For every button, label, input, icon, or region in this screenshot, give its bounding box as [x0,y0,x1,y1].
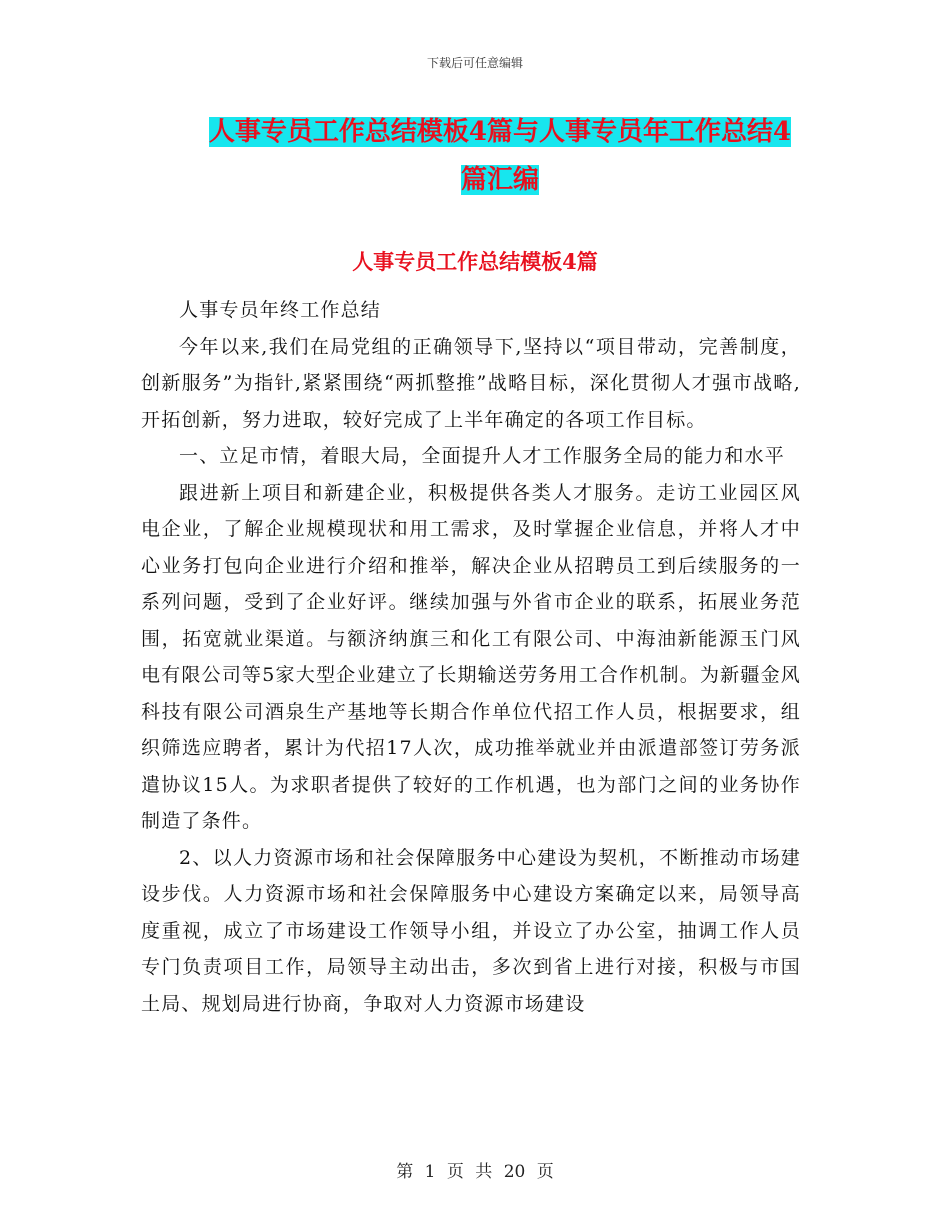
paragraph: 2、以人力资源市场和社会保障服务中心建设为契机，不断推动市场建设步伐。人力资源市场和社会保障服务中心建设方案确定以来，局领导高度重视，成立了市场建设工作领导小组，并设立了办公室，抽调工作人员专门负责项目工作，局领导主动出击，多次到省上进行对接，积极与市国土局、规划局进行协商，争取对人力资源市场建设 [141,846,801,1015]
document-title-line-2: 篇汇编 [460,165,539,195]
document-title-line-1: 人事专员工作总结模板4篇与人事专员年工作总结4 [208,117,792,147]
paragraph-section-heading: 一、立足市情，着眼大局，全面提升人才工作服务全局的能力和水平 [179,445,786,467]
page-header-note: 下载后可任意编辑 [426,56,523,70]
paragraph-heading: 人事专员年终工作总结 [179,299,382,321]
paragraph: 今年以来,我们在局党组的正确领导下,坚持以“项目带动，完善制度，创新服务”为指针,紧紧围绕“两抓整推”战略目标，深化贯彻人才强市战略,开拓创新，努力进取，较好完成了上半年确定的各项工作目标。 [141,335,801,431]
page-footer-page-number: 第 1 页 共 20 页 [396,1162,554,1182]
paragraph: 跟进新上项目和新建企业，积极提供各类人才服务。走访工业园区风电企业，了解企业规模现状和用工需求，及时掌握企业信息，并将人才中心业务打包向企业进行介绍和推举，解决企业从招聘员工到后续服务的一系列问题，受到了企业好评。继续加强与外省市企业的联系，拓展业务范围，拓宽就业渠道。与额济纳旗三和化工有限公司、中海油新能源玉门风电有限公司等5家大型企业建立了长期输送劳务用工合作机制。为新疆金风科技有限公司酒泉生产基地等长期合作单位代招工作人员，根据要求，组织筛选应聘者，累计为代招17人次，成功推举就业并由派遣部签订劳务派遣协议15人。为求职者提供了较好的工作机遇，也为部门之间的业务协作制造了条件。 [141,481,801,832]
document-title [140,108,860,204]
section-title: 人事专员工作总结模板4篇 [352,249,598,274]
document-body [141,292,801,1022]
